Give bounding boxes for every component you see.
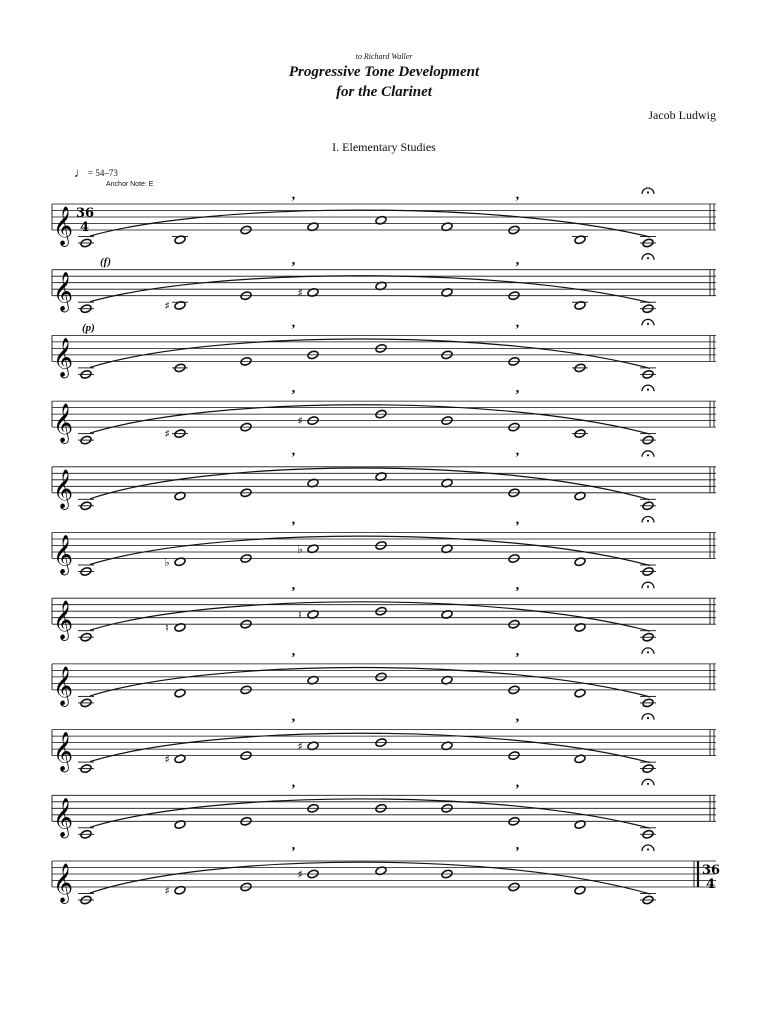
breath-mark: ’	[515, 388, 520, 404]
treble-clef-icon: 𝄞	[53, 271, 74, 312]
sharp-icon: ♯	[297, 739, 303, 753]
quarter-note-icon: ♩	[74, 165, 87, 180]
breath-mark: ’	[515, 782, 520, 798]
dedication: to Richard Waller	[355, 52, 413, 61]
slur	[90, 668, 650, 697]
title-line-2: for the Clarinet	[336, 84, 432, 100]
breath-mark: ’	[291, 844, 296, 860]
treble-clef-icon: 𝄞	[53, 797, 74, 838]
fermata-dot	[647, 323, 649, 325]
slur	[90, 405, 650, 434]
breath-mark: ’	[515, 844, 520, 860]
breath-mark: ’	[515, 716, 520, 732]
fermata-dot	[647, 520, 649, 522]
breath-mark: ’	[291, 322, 296, 338]
breath-mark: ’	[291, 585, 296, 601]
breath-mark: ’	[291, 259, 296, 275]
sharp-icon: ♯	[164, 427, 170, 441]
flat-icon: ♭	[297, 542, 303, 556]
fermata-dot	[647, 454, 649, 456]
fermata-dot	[647, 848, 649, 850]
sharp-icon: ♯	[164, 299, 170, 313]
sharp-icon: ♯	[297, 286, 303, 300]
breath-mark: ’	[291, 388, 296, 404]
breath-mark: ’	[291, 450, 296, 466]
tempo-value: = 54–73	[88, 168, 118, 178]
treble-clef-icon: 𝄞	[53, 665, 74, 706]
breath-mark: ’	[291, 716, 296, 732]
breath-mark: ’	[291, 782, 296, 798]
time-signature-numerator: 36	[76, 206, 95, 221]
breath-mark: ’	[291, 194, 296, 210]
slur	[90, 339, 650, 368]
treble-clef-icon: 𝄞	[53, 600, 74, 641]
fermata-dot	[647, 586, 649, 588]
section-heading: I. Elementary Studies	[332, 140, 436, 154]
natural-icon: ♮	[298, 608, 302, 622]
breath-mark: ’	[515, 650, 520, 666]
slur	[90, 536, 650, 565]
breath-mark: ’	[515, 322, 520, 338]
sharp-icon: ♯	[164, 884, 170, 898]
fermata-dot	[647, 717, 649, 719]
breath-mark: ’	[515, 519, 520, 535]
dynamic-piano: (p)	[82, 322, 95, 334]
breath-mark: ’	[291, 650, 296, 666]
breath-mark: ’	[515, 194, 520, 210]
fermata-dot	[647, 257, 649, 259]
fermata-dot	[647, 651, 649, 653]
title-line-1: Progressive Tone Development	[288, 64, 480, 80]
natural-icon: ♮	[165, 621, 169, 635]
treble-clef-icon: 𝄞	[53, 468, 74, 509]
anchor-note-label: Anchor Note: E	[106, 181, 154, 188]
dynamic-forte: (f)	[100, 256, 111, 268]
fermata-dot	[647, 783, 649, 785]
time-signature-denominator: 4	[706, 877, 716, 892]
breath-mark: ’	[291, 519, 296, 535]
sharp-icon: ♯	[297, 868, 303, 881]
treble-clef-icon: 𝄞	[53, 863, 74, 903]
time-signature-denominator: 4	[80, 220, 90, 235]
treble-clef-icon: 𝄞	[53, 337, 74, 378]
slur	[90, 468, 650, 500]
fermata-dot	[647, 389, 649, 391]
treble-clef-icon: 𝄞	[53, 731, 74, 772]
sharp-icon: ♯	[297, 414, 303, 428]
treble-clef-icon: 𝄞	[53, 403, 74, 444]
treble-clef-icon: 𝄞	[53, 206, 74, 246]
slur	[90, 799, 650, 828]
composer-name: Jacob Ludwig	[648, 108, 716, 122]
fermata-dot	[647, 191, 649, 193]
slur	[90, 862, 650, 894]
sharp-icon: ♯	[164, 752, 170, 766]
breath-mark: ’	[515, 585, 520, 601]
breath-mark: ’	[515, 450, 520, 466]
breath-mark: ’	[515, 259, 520, 275]
flat-icon: ♭	[164, 555, 170, 569]
slur	[90, 733, 650, 762]
slur	[90, 602, 650, 631]
time-signature-numerator: 36	[702, 863, 721, 878]
treble-clef-icon: 𝄞	[53, 534, 74, 575]
